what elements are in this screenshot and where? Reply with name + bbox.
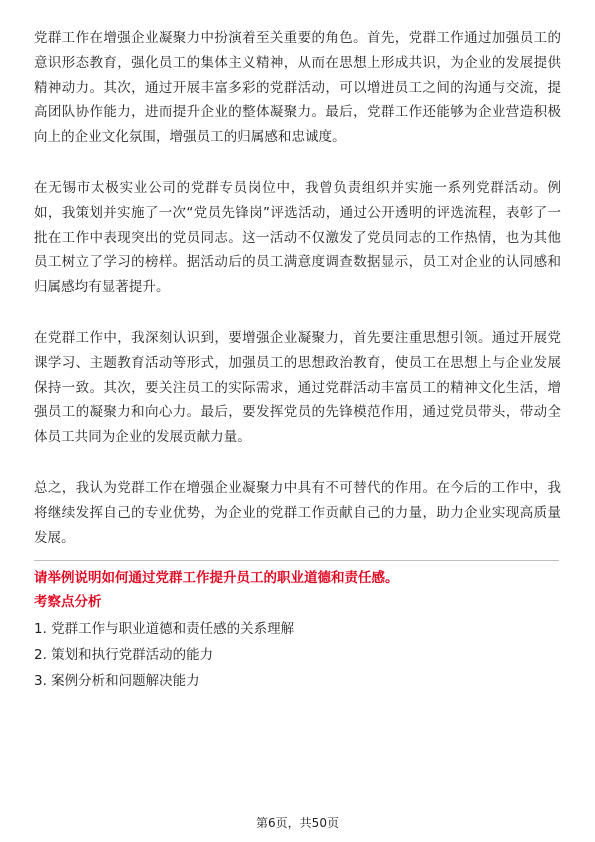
interview-question: 请举例说明如何通过党群工作提升员工的职业道德和责任感。	[34, 570, 399, 587]
body-paragraph: 在党群工作中，我深刻认识到，要增强企业凝聚力，首先要注重思想引领。通过开展党课学习、主题教育活动等形式，加强员工的思想政治教育，使员工在思想上与企业发展保持一致。其次，要关注员工的实际需求，通过党群活动丰富员工的精神文化生活，增强员工的凝聚力和向心力。最后，要发挥党员的先锋模范作用，通过党员带头，带动全体员工共同为企业的发展贡献力量。	[34, 329, 561, 446]
analysis-heading: 考察点分析	[34, 594, 102, 611]
section-divider	[34, 560, 559, 561]
page-number: 第6页，共50页	[256, 816, 339, 830]
body-paragraph: 在无锡市太极实业公司的党群专员岗位中，我曾负责组织并实施一系列党群活动。例如，我策划并实施了一次“党员先锋岗”评选活动，通过公开透明的评选流程，表彰了一批在工作中表现突出的党员同志。这一活动不仅激发了党员同志的工作热情，也为其他员工树立了学习的榜样。据活动后的员工满意度调查数据显示，员工对企业的认同感和归属感均有显著提升。	[34, 179, 561, 296]
body-paragraph: 党群工作在增强企业凝聚力中扮演着至关重要的角色。首先，党群工作通过加强员工的意识形态教育，强化员工的集体主义精神，从而在思想上形成共识，为企业的发展提供精神动力。其次，通过开展丰富多彩的党群活动，可以增进员工之间的沟通与交流，提高团队协作能力，进而提升企业的整体凝聚力。最后，党群工作还能够为企业营造积极向上的企业文化氛围，增强员工的归属感和忠诚度。	[34, 30, 561, 146]
analysis-point: 1. 党群工作与职业道德和责任感的关系理解	[34, 621, 295, 638]
analysis-point: 2. 策划和执行党群活动的能力	[34, 647, 214, 664]
document-page	[34, 26, 561, 694]
body-paragraph: 总之，我认为党群工作在增强企业凝聚力中具有不可替代的作用。在今后的工作中，我将继续发挥自己的专业优势，为企业的党群工作贡献自己的力量，助力企业实现高质量发展。	[34, 479, 561, 546]
analysis-point: 3. 案例分析和问题解决能力	[34, 673, 200, 690]
analysis-point-list	[34, 616, 561, 694]
